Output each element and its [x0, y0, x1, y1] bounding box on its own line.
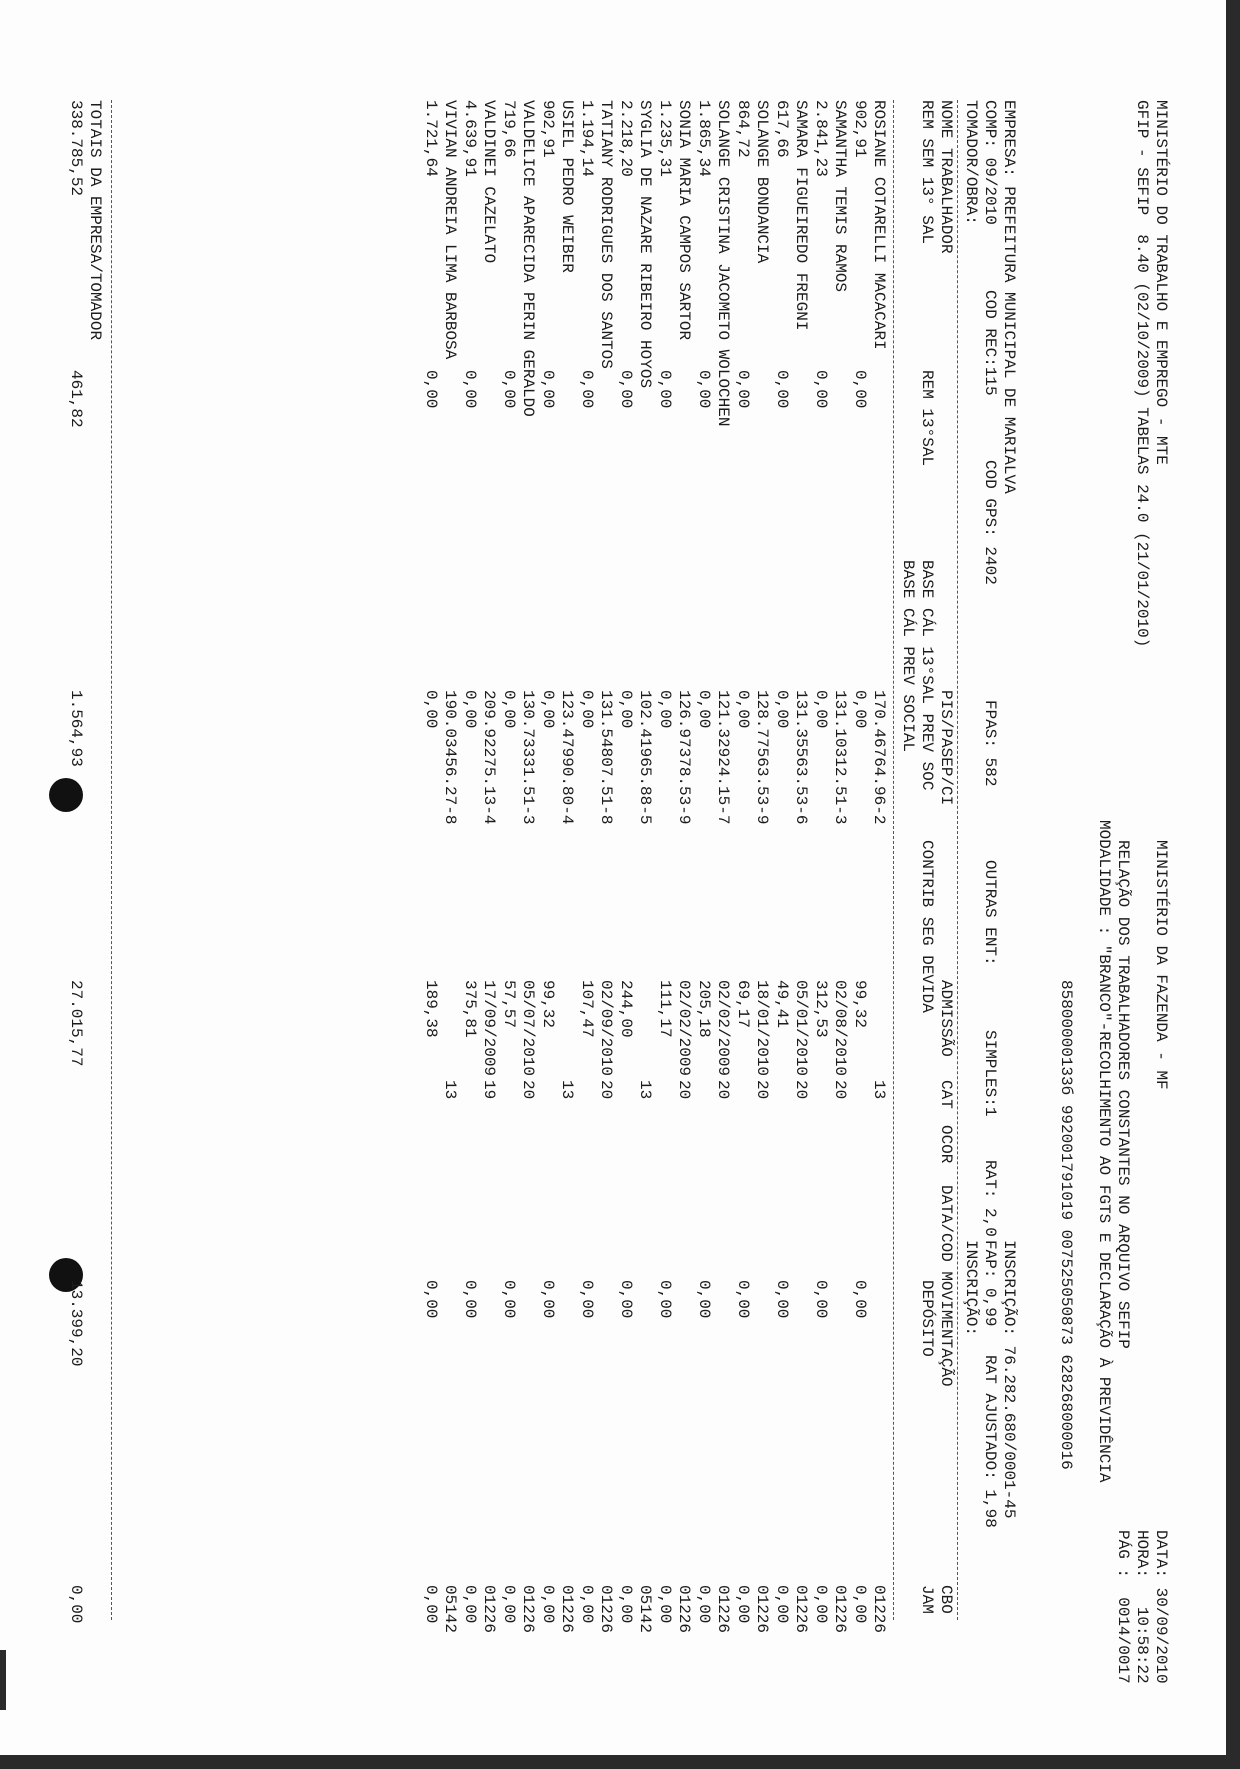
- cell-rem13: 0,00: [773, 370, 791, 409]
- cell-cbo: 01226: [597, 1585, 615, 1634]
- cell-base13: 0,00: [851, 690, 869, 729]
- col-cbo: CBO: [937, 1585, 955, 1614]
- cell-rem13: 0,00: [851, 370, 869, 409]
- cell-base13: 0,00: [539, 690, 557, 729]
- cell-cat: 13: [441, 1080, 459, 1100]
- cell-pis: 126.97378.53-9: [675, 690, 693, 825]
- cell-cbo: 01226: [519, 1585, 537, 1634]
- cod-gps: COD GPS: 2402: [981, 460, 999, 585]
- cell-deposito: 0,00: [539, 1280, 557, 1319]
- col-deposito: DEPÓSITO: [918, 1280, 936, 1357]
- cell-rem13: 0,00: [500, 370, 518, 409]
- fpas: FPAS: 582: [981, 700, 999, 787]
- company-cnpj: INSCRIÇÃO: 76.282.680/0001-45: [1000, 1240, 1018, 1519]
- cell-base13: 0,00: [773, 690, 791, 729]
- cell-deposito: 0,00: [695, 1280, 713, 1319]
- cell-rem-sem: 864,72: [734, 100, 752, 158]
- totals-label: TOTAIS DA EMPRESA/TOMADOR: [86, 100, 104, 341]
- cell-rem13: 0,00: [422, 370, 440, 409]
- separator: [957, 100, 958, 1620]
- cell-base13: 0,00: [461, 690, 479, 729]
- cell-deposito: 0,00: [422, 1280, 440, 1319]
- cell-cat: 20: [792, 1080, 810, 1100]
- cell-jam: 0,00: [656, 1585, 674, 1624]
- cell-jam: 0,00: [851, 1585, 869, 1624]
- cell-rem13: 0,00: [695, 370, 713, 409]
- col-base-13: BASE CÁL 13°SAL PREV SOC: [918, 560, 936, 791]
- cell-cbo: 05142: [636, 1585, 654, 1634]
- cell-deposito: 0,00: [851, 1280, 869, 1319]
- cell-cbo: 01226: [675, 1585, 693, 1634]
- cell-rem-sem: 2.218,20: [617, 100, 635, 177]
- fap: FAP: 0,99: [981, 1240, 999, 1327]
- cell-admissao: 02/02/2009: [675, 980, 693, 1077]
- cell-jam: 0,00: [617, 1585, 635, 1624]
- cell-nome: SAMANTHA TEMIS RAMOS: [831, 100, 849, 293]
- cell-rem13: 0,00: [578, 370, 596, 409]
- cell-rem-sem: 902,91: [539, 100, 557, 158]
- cod-rec: COD REC:115: [981, 290, 999, 396]
- cell-cbo: 01226: [480, 1585, 498, 1634]
- cell-pis: 102.41965.88-5: [636, 690, 654, 825]
- col-nome: NOME TRABALHADOR: [937, 100, 955, 254]
- cell-cbo: 01226: [831, 1585, 849, 1634]
- separator: [111, 100, 112, 1620]
- col-contrib: CONTRIB SEG DEVIDA: [918, 840, 936, 1013]
- cell-base13: 0,00: [695, 690, 713, 729]
- report-title: RELAÇÃO DOS TRABALHADORES CONSTANTES NO ARQUIVO SEFIP: [1114, 840, 1132, 1349]
- cell-nome: ROSIANE COTARELLI MACACARI: [870, 100, 888, 350]
- cell-cat: 20: [714, 1080, 732, 1100]
- cell-rem-sem: 719,66: [500, 100, 518, 158]
- cell-contrib: 244,00: [617, 980, 635, 1038]
- cell-deposito: 0,00: [578, 1280, 596, 1319]
- col-jam: JAM: [918, 1585, 936, 1614]
- separator: [893, 100, 894, 1620]
- cell-contrib: 375,81: [461, 980, 479, 1038]
- cell-jam: 0,00: [539, 1585, 557, 1624]
- col-rem-sem: REM SEM 13° SAL: [918, 100, 936, 245]
- cell-rem13: 0,00: [812, 370, 830, 409]
- cell-contrib: 107,47: [578, 980, 596, 1038]
- cell-nome: SAMARA FIGUEIREDO FREGNI: [792, 100, 810, 331]
- cell-nome: USIEL PEDRO WEIBER: [558, 100, 576, 273]
- cell-cbo: 01226: [792, 1585, 810, 1634]
- col-data-cod: DATA/COD MOVIMENTAÇÃO: [937, 1185, 955, 1387]
- cell-rem-sem: 1.721,64: [422, 100, 440, 177]
- col-admissao: ADMISSÃO: [937, 980, 955, 1057]
- cell-rem-sem: 617,66: [773, 100, 791, 158]
- cell-base13: 0,00: [500, 690, 518, 729]
- cell-cat: 20: [831, 1080, 849, 1100]
- tomador-inscricao: INSCRIÇÃO:: [962, 1240, 980, 1337]
- cell-base13: 0,00: [578, 690, 596, 729]
- cell-cat: 13: [870, 1080, 888, 1100]
- cell-cbo: 01226: [870, 1585, 888, 1634]
- report-time: HORA: 10:58:22: [1133, 1530, 1151, 1684]
- cell-cat: 13: [636, 1080, 654, 1100]
- cell-pis: 131.10312.51-3: [831, 690, 849, 825]
- cell-nome: TATIANY RODRIGUES DOS SANTOS: [597, 100, 615, 369]
- cell-pis: 190.03456.27-8: [441, 690, 459, 825]
- cell-contrib: 312,53: [812, 980, 830, 1038]
- cell-pis: 123.47990.80-4: [558, 690, 576, 825]
- cell-rem13: 0,00: [734, 370, 752, 409]
- cell-cbo: 05142: [441, 1585, 459, 1634]
- cell-nome: SYGLIA DE NAZARE RIBEIRO HOYOS: [636, 100, 654, 389]
- cell-deposito: 0,00: [656, 1280, 674, 1319]
- cell-base13: 0,00: [422, 690, 440, 729]
- cell-nome: SOLANGE CRISTINA JACOMETO WOLOCHEN: [714, 100, 732, 427]
- cell-nome: SONIA MARIA CAMPOS SARTOR: [675, 100, 693, 341]
- cell-nome: VALDINEI CAZELATO: [480, 100, 498, 264]
- ministry-mf: MINISTÉRIO DA FAZENDA - MF: [1152, 840, 1170, 1090]
- cell-cat: 20: [675, 1080, 693, 1100]
- cell-rem-sem: 902,91: [851, 100, 869, 158]
- cell-rem-sem: 1.194,14: [578, 100, 596, 177]
- cell-contrib: 69,17: [734, 980, 752, 1029]
- cell-nome: VIVIAN ANDREIA LIMA BARBOSA: [441, 100, 459, 360]
- modality: MODALIDADE : "BRANCO"-RECOLHIMENTO AO FGTS E DECLARAÇÃO À PREVIDÊNCIA: [1095, 820, 1113, 1483]
- total-contrib: 27.015,77: [67, 980, 85, 1067]
- cell-pis: 131.35563.53-6: [792, 690, 810, 825]
- cell-jam: 0,00: [773, 1585, 791, 1624]
- ministry-mte: MINISTÉRIO DO TRABALHO E EMPREGO - MTE: [1152, 100, 1170, 465]
- cell-contrib: 189,38: [422, 980, 440, 1038]
- total-base13: 1.564,93: [67, 690, 85, 767]
- cell-cat: 19: [480, 1080, 498, 1100]
- col-pis: PIS/PASEP/CI: [937, 690, 955, 806]
- cell-jam: 0,00: [500, 1585, 518, 1624]
- cell-jam: 0,00: [461, 1585, 479, 1624]
- cell-contrib: 49,41: [773, 980, 791, 1029]
- tomador-obra: TOMADOR/OBRA:: [962, 100, 980, 225]
- cell-cbo: 01226: [714, 1585, 732, 1634]
- cell-contrib: 111,17: [656, 980, 674, 1038]
- cell-base13: 0,00: [812, 690, 830, 729]
- report-date: DATA: 30/09/2010: [1152, 1530, 1170, 1684]
- cell-deposito: 0,00: [812, 1280, 830, 1319]
- col-cat: CAT: [937, 1080, 955, 1109]
- cell-cat: 20: [597, 1080, 615, 1100]
- barcode-number: 85800000133б 99200179101​9 007525050873 628268000016: [1057, 980, 1075, 1470]
- cell-jam: 0,00: [695, 1585, 713, 1624]
- cell-rem-sem: 1.865,34: [695, 100, 713, 177]
- cell-cbo: 01226: [558, 1585, 576, 1634]
- cell-rem-sem: 2.841,23: [812, 100, 830, 177]
- total-deposito: 13.399,20: [67, 1280, 85, 1367]
- cell-admissao: 17/09/2009: [480, 980, 498, 1077]
- cell-contrib: 99,32: [539, 980, 557, 1029]
- cell-jam: 0,00: [812, 1585, 830, 1624]
- cell-jam: 0,00: [578, 1585, 596, 1624]
- cell-pis: 131.54807.51-8: [597, 690, 615, 825]
- rat-ajustado: RAT AJUSTADO: 1,98: [981, 1355, 999, 1528]
- report-document: [60, 80, 1170, 1720]
- company-name: EMPRESA: PREFEITURA MUNICIPAL DE MARIALVA: [1000, 100, 1018, 494]
- cell-rem13: 0,00: [656, 370, 674, 409]
- cell-deposito: 0,00: [500, 1280, 518, 1319]
- cell-rem-sem: 4.639,91: [461, 100, 479, 177]
- col-base-prev: BASE CÁL PREV SOCIAL: [899, 560, 917, 753]
- total-rem13: 461,82: [67, 370, 85, 428]
- cell-cbo: 01226: [753, 1585, 771, 1634]
- cell-admissao: 02/08/2010: [831, 980, 849, 1077]
- cell-deposito: 0,00: [734, 1280, 752, 1319]
- cell-admissao: 02/09/2010: [597, 980, 615, 1077]
- cell-pis: 121.32924.15-7: [714, 690, 732, 825]
- cell-deposito: 0,00: [617, 1280, 635, 1319]
- cell-rem13: 0,00: [617, 370, 635, 409]
- cell-rem13: 0,00: [539, 370, 557, 409]
- cell-base13: 0,00: [617, 690, 635, 729]
- cell-pis: 170.46764.96-2: [870, 690, 888, 825]
- competence: COMP: 09/2010: [981, 100, 999, 225]
- cell-pis: 130.73331.51-3: [519, 690, 537, 825]
- col-rem-13: REM 13°SAL: [918, 370, 936, 467]
- total-jam: 0,00: [67, 1585, 85, 1624]
- cell-admissao: 05/07/2010: [519, 980, 537, 1077]
- scan-border-right: [1226, 0, 1240, 1769]
- scan-border-bottom: [0, 1755, 1240, 1769]
- rat: RAT: 2,0: [981, 1160, 999, 1237]
- cell-deposito: 0,00: [773, 1280, 791, 1319]
- cell-admissao: 18/01/2010: [753, 980, 771, 1077]
- cell-jam: 0,00: [734, 1585, 752, 1624]
- simples: SIMPLES:1: [981, 1030, 999, 1117]
- cell-base13: 0,00: [656, 690, 674, 729]
- cell-contrib: 99,32: [851, 980, 869, 1029]
- outras-ent: OUTRAS ENT:: [981, 860, 999, 966]
- cell-contrib: 205,18: [695, 980, 713, 1038]
- cell-jam: 0,00: [422, 1585, 440, 1624]
- cell-admissao: 02/02/2009: [714, 980, 732, 1077]
- cell-pis: 209.92275.13-4: [480, 690, 498, 825]
- cell-cat: 13: [558, 1080, 576, 1100]
- total-rem-sem: 338.785,52: [67, 100, 85, 197]
- cell-nome: SOLANGE BONDANCIA: [753, 100, 771, 264]
- cell-pis: 128.77563.53-9: [753, 690, 771, 825]
- cell-admissao: 05/01/2010: [792, 980, 810, 1077]
- page-number: PÁG : 0014/0017: [1114, 1530, 1132, 1684]
- cell-cat: 20: [519, 1080, 537, 1100]
- cell-contrib: 57,57: [500, 980, 518, 1029]
- cell-rem13: 0,00: [461, 370, 479, 409]
- scan-border-left: [0, 1650, 6, 1710]
- cell-deposito: 0,00: [461, 1280, 479, 1319]
- cell-cat: 20: [753, 1080, 771, 1100]
- cell-nome: VALDELICE APARECIDA PERIN GERALDO: [519, 100, 537, 417]
- gfip-version: GFIP - SEFIP 8.40 (02/10/2009) TABELAS 24.0 (21/01/2010): [1133, 100, 1151, 648]
- col-ocor: OCOR: [937, 1125, 955, 1164]
- cell-rem-sem: 1.235,31: [656, 100, 674, 177]
- cell-base13: 0,00: [734, 690, 752, 729]
